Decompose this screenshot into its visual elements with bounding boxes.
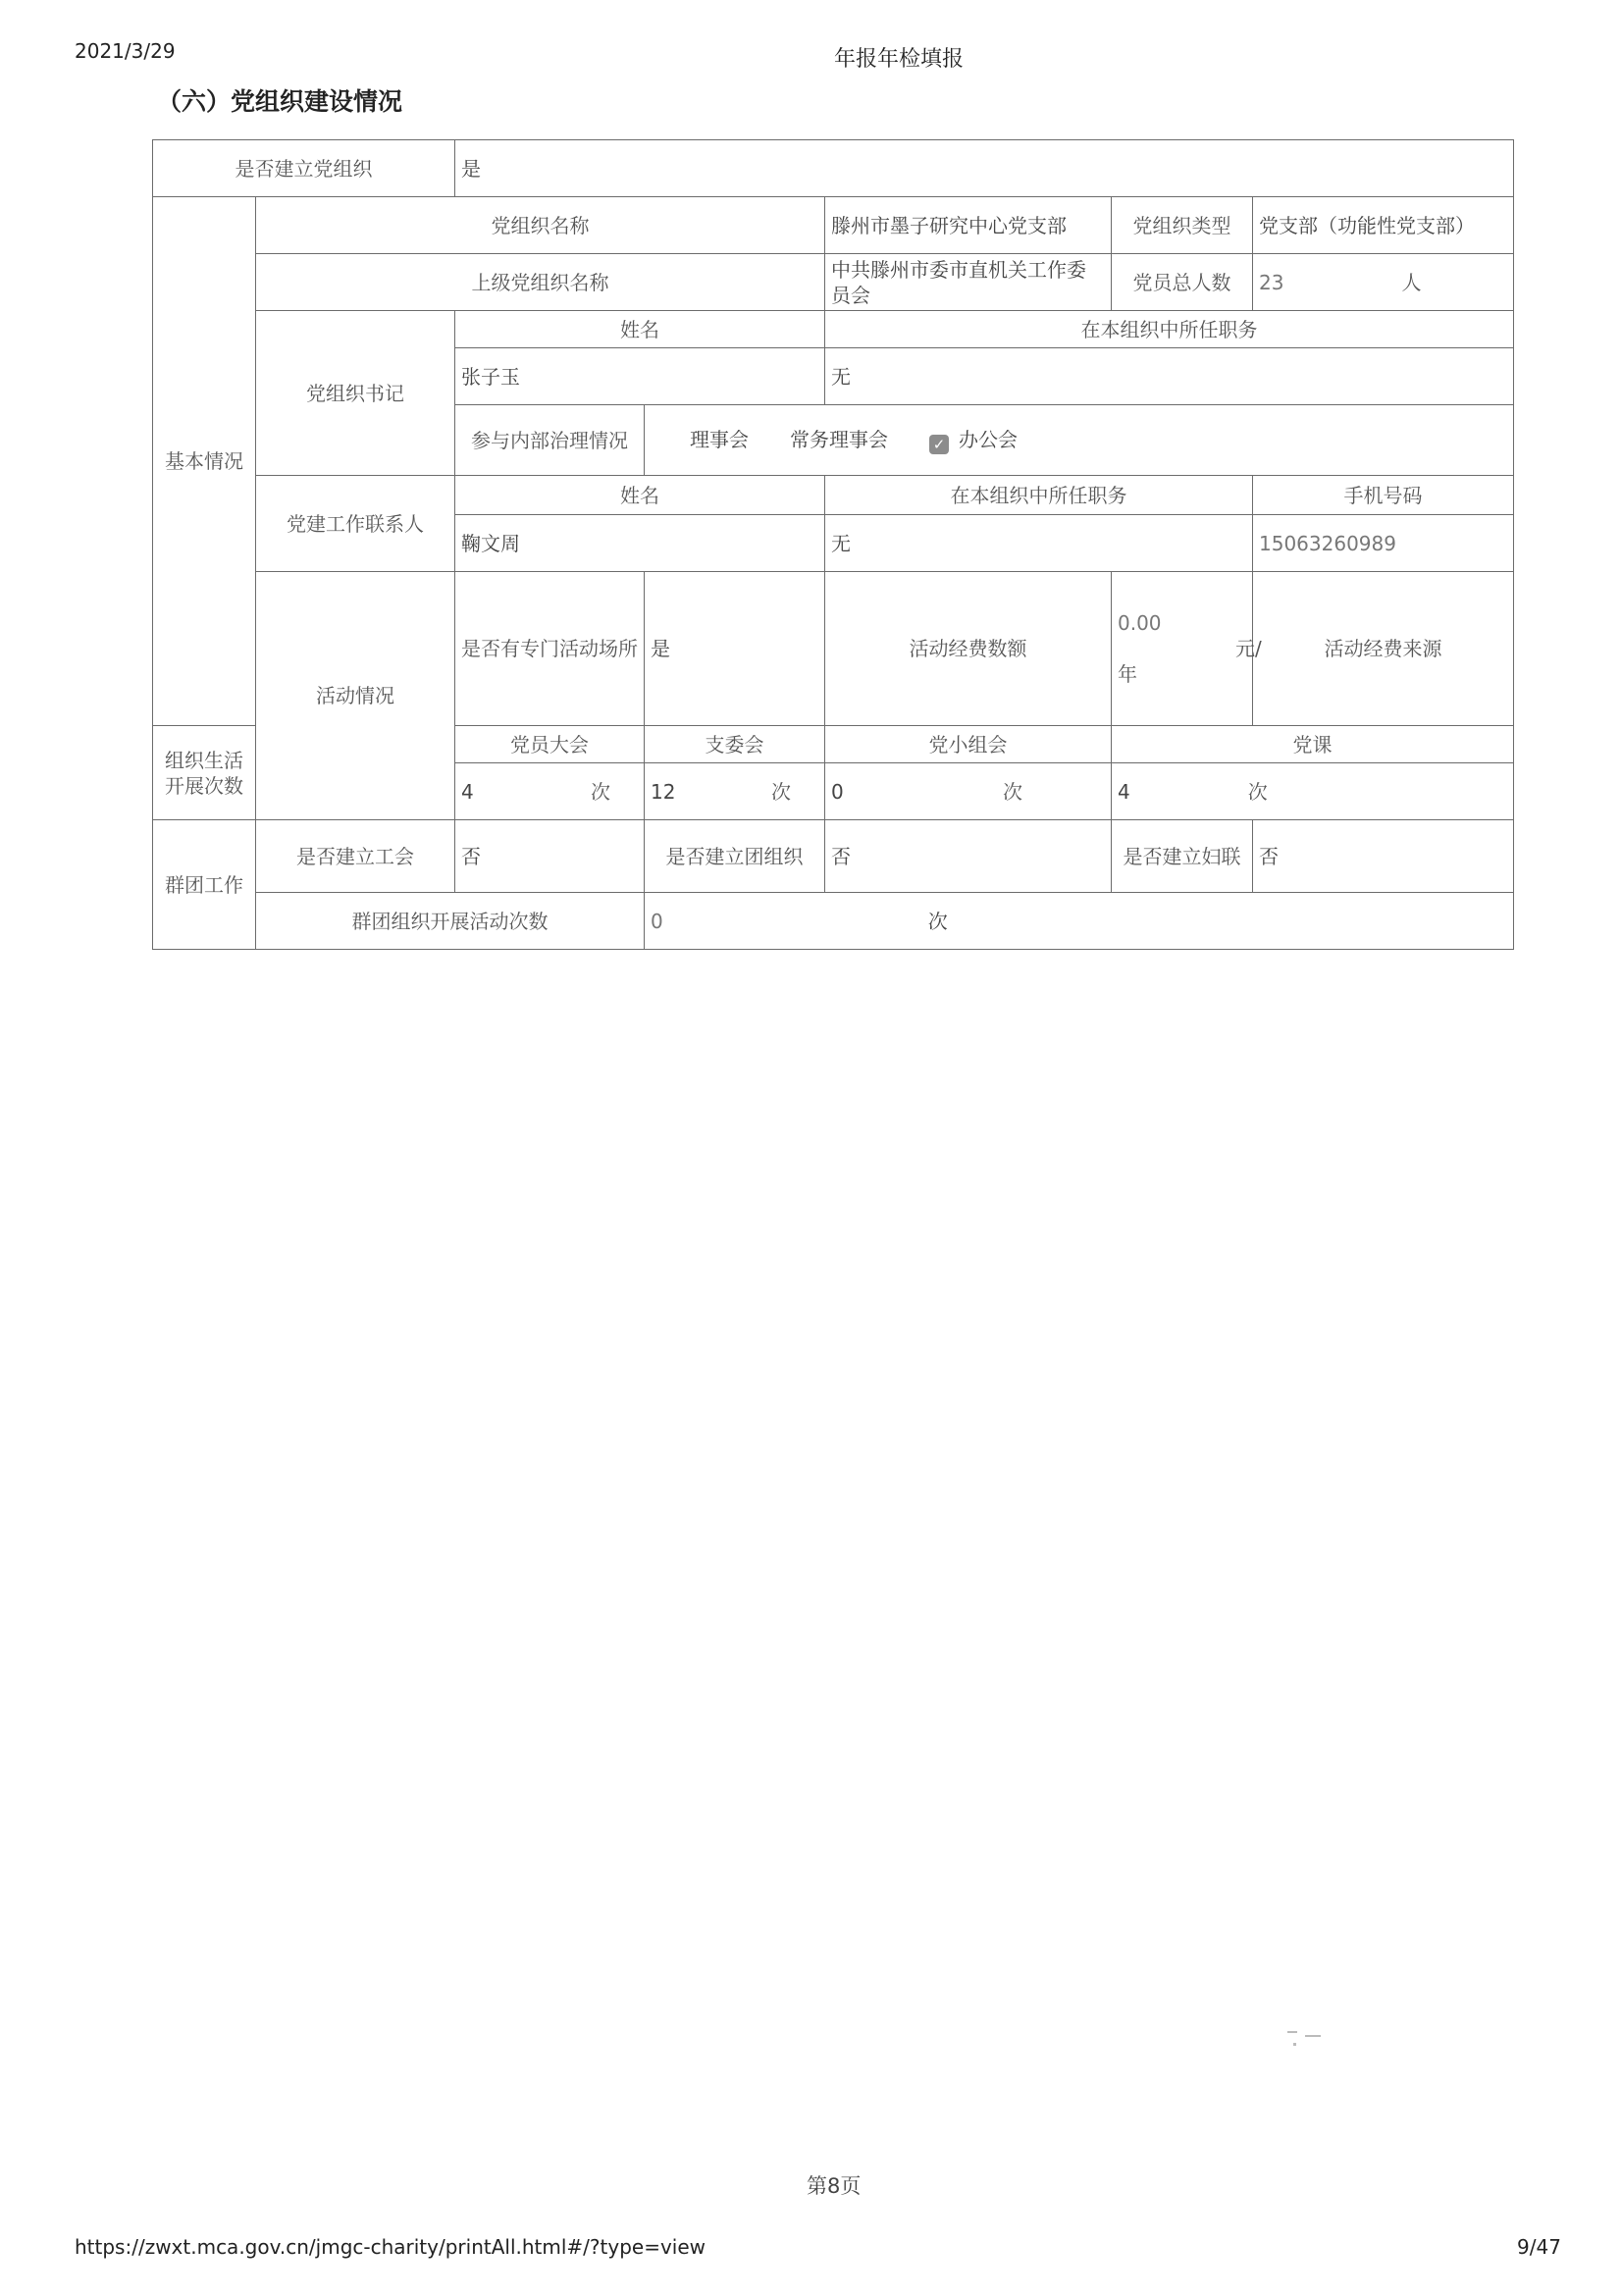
session-count-lecture: 4 次 <box>1112 763 1514 820</box>
page-number: 第8页 <box>807 2174 862 2198</box>
basic-info-group-label: 基本情况 <box>153 197 256 726</box>
member-count-label: 党员总人数 <box>1112 254 1253 311</box>
union-value: 否 <box>455 820 645 893</box>
secretary-label: 党组织书记 <box>256 311 455 476</box>
print-date: 2021/3/29 <box>75 39 176 63</box>
liaison-post-header: 在本组织中所任职务 <box>825 476 1253 515</box>
secretary-post-header: 在本组织中所任职务 <box>825 311 1514 348</box>
governance-label: 参与内部治理情况 <box>455 405 645 476</box>
liaison-name-header: 姓名 <box>455 476 825 515</box>
session-header-lecture: 党课 <box>1112 726 1514 763</box>
session-count-congress: 4 次 <box>455 763 645 820</box>
activity-group-label: 活动情况 <box>256 572 455 820</box>
parent-org-label: 上级党组织名称 <box>256 254 825 311</box>
funds-source-label: 活动经费来源 <box>1253 572 1514 726</box>
page-count: 9/47 <box>1517 2235 1561 2259</box>
member-count-number: 23 <box>1259 270 1284 294</box>
governance-option-council: 理事会 <box>690 427 749 451</box>
youth-org-value: 否 <box>825 820 1112 893</box>
liaison-phone-value: 15063260989 <box>1253 515 1514 572</box>
member-count-value <box>1253 254 1514 311</box>
venue-label: 是否有专门活动场所 <box>455 572 645 726</box>
mass-work-group-label: 群团工作 <box>153 820 256 950</box>
scan-speck <box>1287 2031 1297 2033</box>
secretary-name-value: 张子玉 <box>455 348 825 405</box>
scan-speck <box>1305 2035 1321 2037</box>
youth-org-label: 是否建立团组织 <box>645 820 825 893</box>
checkbox-checked-icon: ✓ <box>929 435 949 454</box>
liaison-name-value: 鞠文周 <box>455 515 825 572</box>
page-url: https://zwxt.mca.gov.cn/jmgc-charity/printAll.html#/?type=view <box>75 2235 706 2259</box>
party-organization-form <box>152 139 1514 950</box>
mass-events-value: 0 次 <box>645 893 1514 950</box>
session-header-committee: 支委会 <box>645 726 825 763</box>
parent-org-value: 中共滕州市委市直机关工作委员会 <box>825 254 1112 311</box>
org-type-value: 党支部（功能性党支部） <box>1253 197 1514 254</box>
governance-option-office-meeting: 办公会 <box>959 427 1018 451</box>
sessions-label: 组织生活开展次数 <box>153 726 256 820</box>
member-count-unit: 人 <box>1401 270 1422 294</box>
venue-value: 是 <box>645 572 825 726</box>
org-name-value: 滕州市墨子研究中心党支部 <box>825 197 1112 254</box>
funds-value <box>1112 572 1262 726</box>
session-count-group: 0 次 <box>825 763 1112 820</box>
funds-label: 活动经费数额 <box>825 572 1112 726</box>
liaison-post-value: 无 <box>825 515 1253 572</box>
section-title: （六）党组织建设情况 <box>157 87 403 116</box>
party-established-label: 是否建立党组织 <box>153 140 455 197</box>
session-count-committee: 12 次 <box>645 763 825 820</box>
org-type-label: 党组织类型 <box>1112 197 1253 254</box>
scan-speck <box>1293 2043 1296 2046</box>
funds-unit: 元/年 <box>1118 637 1262 686</box>
mass-events-label: 群团组织开展活动次数 <box>256 893 645 950</box>
secretary-name-header: 姓名 <box>455 311 825 348</box>
page-header-title: 年报年检填报 <box>834 47 965 72</box>
liaison-phone-header: 手机号码 <box>1253 476 1514 515</box>
org-name-label: 党组织名称 <box>256 197 825 254</box>
women-fed-value: 否 <box>1253 820 1514 893</box>
governance-options <box>645 405 1514 476</box>
secretary-post-value: 无 <box>825 348 1514 405</box>
funds-amount: 0.00 <box>1118 611 1162 635</box>
liaison-label: 党建工作联系人 <box>256 476 455 572</box>
session-header-congress: 党员大会 <box>455 726 645 763</box>
party-established-value: 是 <box>455 140 1514 197</box>
governance-option-standing-council: 常务理事会 <box>790 427 888 451</box>
union-label: 是否建立工会 <box>256 820 455 893</box>
women-fed-label: 是否建立妇联 <box>1112 820 1253 893</box>
session-header-group: 党小组会 <box>825 726 1112 763</box>
